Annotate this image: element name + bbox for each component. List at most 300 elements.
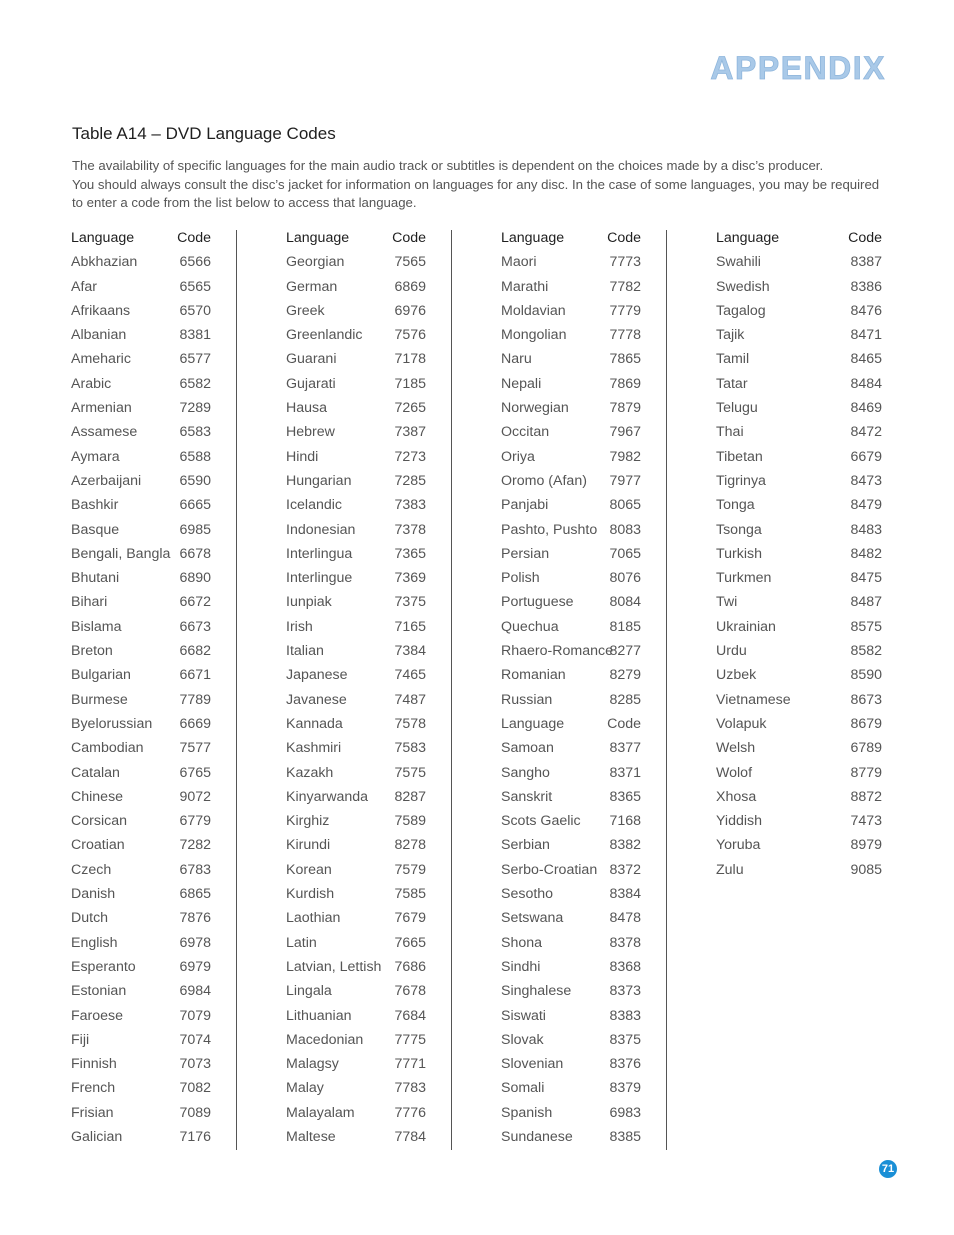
- language-code: 6984: [179, 983, 211, 1000]
- table-row: [286, 1056, 426, 1080]
- language-name: Maori: [501, 254, 537, 271]
- table-row: [286, 789, 426, 813]
- table-row: [286, 837, 426, 861]
- language-code: 8379: [609, 1080, 641, 1097]
- table-row: [71, 886, 211, 910]
- table-row: [501, 1105, 641, 1129]
- table-row: [71, 959, 211, 983]
- language-code: 7684: [394, 1007, 426, 1024]
- table-row: [716, 643, 882, 667]
- language-code: 8381: [179, 327, 211, 344]
- language-name: Galician: [71, 1128, 123, 1145]
- language-name: Kirghiz: [286, 813, 330, 830]
- language-name: Hausa: [286, 400, 328, 417]
- table-row: [286, 667, 426, 691]
- language-code: 8483: [850, 521, 882, 538]
- language-name: Japanese: [286, 667, 348, 684]
- language-name: Croatian: [71, 837, 125, 854]
- language-name: Afrikaans: [71, 302, 131, 319]
- table-row: [71, 983, 211, 1007]
- language-code: 6765: [179, 764, 211, 781]
- language-name: Swedish: [716, 278, 770, 295]
- language-name: Kazakh: [286, 764, 334, 781]
- language-code: 6577: [179, 351, 211, 368]
- table-row: [716, 400, 882, 424]
- language-name: Macedonian: [286, 1031, 364, 1048]
- language-code: 7079: [179, 1007, 211, 1024]
- language-name: Singhalese: [501, 983, 572, 1000]
- column-inner: [286, 230, 426, 1153]
- language-name: Wolof: [716, 764, 753, 781]
- header-language: Language: [71, 230, 135, 246]
- language-name: Serbian: [501, 837, 550, 854]
- table-row: [286, 376, 426, 400]
- column-inner: [716, 230, 882, 886]
- language-name: English: [71, 934, 118, 951]
- language-name: Finnish: [71, 1056, 117, 1073]
- language-code: 6566: [179, 254, 211, 271]
- language-code: 6582: [179, 375, 211, 392]
- table-row: [716, 303, 882, 327]
- language-name: Occitan: [501, 424, 550, 441]
- table-row: [501, 1032, 641, 1056]
- table-row: [716, 594, 882, 618]
- table-row: [286, 1105, 426, 1129]
- language-code: 6669: [179, 715, 211, 732]
- table-row: [71, 254, 211, 278]
- language-name: Russian: [501, 691, 553, 708]
- header-language: Language: [716, 230, 780, 246]
- language-code: 8378: [609, 934, 641, 951]
- table-row: [716, 716, 882, 740]
- language-code: 6570: [179, 302, 211, 319]
- language-name: Xhosa: [716, 788, 757, 805]
- language-name: Interlingue: [286, 570, 353, 587]
- language-name: Slovak: [501, 1031, 544, 1048]
- language-name: Yoruba: [716, 837, 761, 854]
- language-code: 7575: [394, 764, 426, 781]
- language-code: 7074: [179, 1031, 211, 1048]
- language-name: Kurdish: [286, 886, 335, 903]
- table-row: [501, 837, 641, 861]
- language-name: Samoan: [501, 740, 554, 757]
- language-code: 7869: [609, 375, 641, 392]
- table-row: [286, 449, 426, 473]
- table-row: [716, 570, 882, 594]
- language-name: Dutch: [71, 910, 109, 927]
- language-code: 6869: [394, 278, 426, 295]
- language-name: Romanian: [501, 667, 566, 684]
- language-code: 6865: [179, 886, 211, 903]
- table-row: [501, 643, 641, 667]
- table-row: [501, 522, 641, 546]
- language-code: 7369: [394, 570, 426, 587]
- language-name: Volapuk: [716, 715, 767, 732]
- language-code: 7178: [394, 351, 426, 368]
- table-row: [71, 400, 211, 424]
- language-code: 8386: [850, 278, 882, 295]
- table-row: [286, 497, 426, 521]
- language-code: 8383: [609, 1007, 641, 1024]
- language-name: Telugu: [716, 400, 758, 417]
- table-row: [71, 279, 211, 303]
- language-code: 7783: [394, 1080, 426, 1097]
- language-code: 7784: [394, 1128, 426, 1145]
- language-name: Sundanese: [501, 1128, 573, 1145]
- table-row: [501, 1080, 641, 1104]
- table-row: [501, 254, 641, 278]
- table-row: [286, 400, 426, 424]
- table-row: [501, 910, 641, 934]
- table-row: [716, 765, 882, 789]
- table-row: [71, 910, 211, 934]
- table-row: [71, 619, 211, 643]
- language-name: Mongolian: [501, 327, 567, 344]
- table-row: [71, 303, 211, 327]
- table-row: [716, 497, 882, 521]
- language-code: 7365: [394, 545, 426, 562]
- table-row: [286, 910, 426, 934]
- table-row: [501, 789, 641, 813]
- language-code: 8076: [609, 570, 641, 587]
- language-name: Danish: [71, 886, 116, 903]
- table-row: [286, 351, 426, 375]
- table-row: [286, 1080, 426, 1104]
- table-row: [286, 935, 426, 959]
- language-name: German: [286, 278, 338, 295]
- language-name: Indonesian: [286, 521, 356, 538]
- language-code: 7789: [179, 691, 211, 708]
- language-name: Quechua: [501, 618, 559, 635]
- language-code: 8479: [850, 497, 882, 514]
- language-name: Burmese: [71, 691, 128, 708]
- language-code: 7285: [394, 472, 426, 489]
- language-code: 7576: [394, 327, 426, 344]
- table-row: [71, 327, 211, 351]
- language-code: 8575: [850, 618, 882, 635]
- language-code: 8679: [850, 715, 882, 732]
- language-name: Cambodian: [71, 740, 144, 757]
- language-code: 6672: [179, 594, 211, 611]
- intro-line: to enter a code from the list below to access that language.: [72, 195, 417, 211]
- language-code: 7378: [394, 521, 426, 538]
- table-row: [716, 692, 882, 716]
- language-name: Tatar: [716, 375, 748, 392]
- table-row: [501, 765, 641, 789]
- language-name: Chinese: [71, 788, 124, 805]
- language-name: Tonga: [716, 497, 755, 514]
- language-name: Tsonga: [716, 521, 762, 538]
- column-header: [71, 230, 211, 254]
- language-name: Language: [501, 715, 565, 732]
- language-code: 7577: [179, 740, 211, 757]
- table-row: [501, 546, 641, 570]
- language-name: Vietnamese: [716, 691, 791, 708]
- language-name: Ameharic: [71, 351, 131, 368]
- language-code: 7487: [394, 691, 426, 708]
- language-code: 6673: [179, 618, 211, 635]
- language-name: Malay: [286, 1080, 324, 1097]
- language-name: Greek: [286, 302, 325, 319]
- table-row: [71, 497, 211, 521]
- language-name: Yiddish: [716, 813, 763, 830]
- language-code: 8582: [850, 643, 882, 660]
- language-code: 6565: [179, 278, 211, 295]
- language-name: Gujarati: [286, 375, 336, 392]
- language-name: Nepali: [501, 375, 542, 392]
- table-row: [501, 570, 641, 594]
- language-code: 8372: [609, 861, 641, 878]
- language-name: Kannada: [286, 715, 343, 732]
- language-code: 7865: [609, 351, 641, 368]
- language-name: Portuguese: [501, 594, 574, 611]
- table-row: [71, 1129, 211, 1153]
- language-name: Corsican: [71, 813, 127, 830]
- language-name: Polish: [501, 570, 540, 587]
- language-name: Aymara: [71, 448, 120, 465]
- language-code: 8482: [850, 545, 882, 562]
- language-code: 8471: [850, 327, 882, 344]
- table-row: [501, 1008, 641, 1032]
- language-name: Urdu: [716, 643, 747, 660]
- language-name: Sangho: [501, 764, 550, 781]
- language-name: Zulu: [716, 861, 744, 878]
- language-code: 6588: [179, 448, 211, 465]
- language-code: 7775: [394, 1031, 426, 1048]
- table-row: [71, 1008, 211, 1032]
- language-name: Byelorussian: [71, 715, 153, 732]
- language-name: Scots Gaelic: [501, 813, 581, 830]
- language-name: Malagsy: [286, 1056, 339, 1073]
- header-language: Language: [501, 230, 565, 246]
- language-code: 7073: [179, 1056, 211, 1073]
- language-code: 8673: [850, 691, 882, 708]
- language-code: 6983: [609, 1104, 641, 1121]
- language-code: 8365: [609, 788, 641, 805]
- language-column-4: [716, 230, 882, 886]
- language-code: 6590: [179, 472, 211, 489]
- table-row: [71, 1080, 211, 1104]
- table-row: [501, 740, 641, 764]
- language-name: Azerbaijani: [71, 472, 142, 489]
- language-code: 8368: [609, 958, 641, 975]
- table-row: [716, 522, 882, 546]
- language-name: Thai: [716, 424, 744, 441]
- language-code: 7579: [394, 861, 426, 878]
- language-name: Rhaero-Romance: [501, 643, 613, 660]
- language-name: Esperanto: [71, 958, 136, 975]
- table-row: [286, 959, 426, 983]
- table-row: [286, 1008, 426, 1032]
- header-language: Language: [286, 230, 350, 246]
- language-name: Italian: [286, 643, 324, 660]
- language-code: 7289: [179, 400, 211, 417]
- language-name: Hindi: [286, 448, 319, 465]
- table-row: [286, 254, 426, 278]
- language-name: Armenian: [71, 400, 132, 417]
- language-name: Bislama: [71, 618, 122, 635]
- section-heading: APPENDIX: [710, 50, 886, 86]
- table-row: [286, 1032, 426, 1056]
- language-code: 7773: [609, 254, 641, 271]
- language-name: Naru: [501, 351, 532, 368]
- table-row: [501, 376, 641, 400]
- language-name: Tagalog: [716, 302, 766, 319]
- language-name: Georgian: [286, 254, 345, 271]
- language-code: 8084: [609, 594, 641, 611]
- language-name: Norwegian: [501, 400, 569, 417]
- table-row: [286, 546, 426, 570]
- table-row: [286, 619, 426, 643]
- language-code: 8590: [850, 667, 882, 684]
- language-name: Guarani: [286, 351, 337, 368]
- table-row: [716, 279, 882, 303]
- table-row: [716, 424, 882, 448]
- language-code: 8384: [609, 886, 641, 903]
- language-code: 8375: [609, 1031, 641, 1048]
- table-row: [71, 789, 211, 813]
- table-row: [501, 424, 641, 448]
- language-code: 7176: [179, 1128, 211, 1145]
- language-code: 8065: [609, 497, 641, 514]
- language-name: Greenlandic: [286, 327, 363, 344]
- language-code: 8475: [850, 570, 882, 587]
- language-name: Welsh: [716, 740, 756, 757]
- table-row: [71, 716, 211, 740]
- table-row: [71, 813, 211, 837]
- header-code: Code: [607, 230, 641, 246]
- language-code: 7679: [394, 910, 426, 927]
- language-name: Laothian: [286, 910, 341, 927]
- language-name: Lingala: [286, 983, 332, 1000]
- language-name: Panjabi: [501, 497, 549, 514]
- language-code: 8287: [394, 788, 426, 805]
- intro-line: You should always consult the disc’s jacket for information on languages for any disc. In the case of some languages, you may be required: [72, 176, 880, 192]
- table-row: [286, 862, 426, 886]
- table-row: [716, 254, 882, 278]
- table-row: [286, 886, 426, 910]
- language-code: 6789: [850, 740, 882, 757]
- table-row: [716, 862, 882, 886]
- language-name: Interlingua: [286, 545, 353, 562]
- language-name: Moldavian: [501, 302, 566, 319]
- language-code: 7265: [394, 400, 426, 417]
- table-row: [501, 716, 641, 740]
- table-row: [286, 522, 426, 546]
- language-code: 6671: [179, 667, 211, 684]
- table-row: [716, 789, 882, 813]
- table-row: [501, 327, 641, 351]
- language-code: 7589: [394, 813, 426, 830]
- table-row: [286, 716, 426, 740]
- language-name: Persian: [501, 545, 550, 562]
- table-row: [71, 546, 211, 570]
- language-name: Somali: [501, 1080, 545, 1097]
- language-code: 8465: [850, 351, 882, 368]
- language-code: 8469: [850, 400, 882, 417]
- language-code: 6678: [179, 545, 211, 562]
- table-row: [286, 279, 426, 303]
- language-code: 7565: [394, 254, 426, 271]
- language-code: 7967: [609, 424, 641, 441]
- language-name: Maltese: [286, 1128, 336, 1145]
- column-header: [716, 230, 882, 254]
- language-name: Abkhazian: [71, 254, 138, 271]
- table-row: [716, 449, 882, 473]
- header-code: Code: [848, 230, 882, 246]
- language-name: Afar: [71, 278, 98, 295]
- table-row: [716, 619, 882, 643]
- language-column-3: [501, 230, 667, 1150]
- table-row: [716, 473, 882, 497]
- table-row: [501, 449, 641, 473]
- table-row: [501, 862, 641, 886]
- language-code: 8279: [609, 667, 641, 684]
- language-code: Code: [607, 715, 641, 732]
- language-name: Hebrew: [286, 424, 335, 441]
- language-code: 7384: [394, 643, 426, 660]
- language-code: 8387: [850, 254, 882, 271]
- language-code: 6679: [850, 448, 882, 465]
- language-code: 6665: [179, 497, 211, 514]
- language-code: 7375: [394, 594, 426, 611]
- language-code: 7686: [394, 958, 426, 975]
- language-code: 9072: [179, 788, 211, 805]
- language-code: 8083: [609, 521, 641, 538]
- language-code: 8377: [609, 740, 641, 757]
- table-row: [71, 1105, 211, 1129]
- table-row: [501, 813, 641, 837]
- language-column-2: [286, 230, 452, 1150]
- language-name: Slovenian: [501, 1056, 564, 1073]
- language-code: 7782: [609, 278, 641, 295]
- language-code: 6583: [179, 424, 211, 441]
- language-code: 8382: [609, 837, 641, 854]
- language-name: Sanskrit: [501, 788, 553, 805]
- table-row: [71, 1032, 211, 1056]
- language-code: 7776: [394, 1104, 426, 1121]
- intro-paragraph: [72, 157, 880, 213]
- table-row: [71, 862, 211, 886]
- language-name: Tamil: [716, 351, 750, 368]
- language-code: 7473: [850, 813, 882, 830]
- language-name: Javanese: [286, 691, 347, 708]
- language-name: Albanian: [71, 327, 127, 344]
- table-row: [71, 424, 211, 448]
- language-column-1: [71, 230, 237, 1150]
- language-code: 7982: [609, 448, 641, 465]
- language-code: 8484: [850, 375, 882, 392]
- language-name: Bengali, Bangla: [71, 545, 171, 562]
- table-row: [71, 449, 211, 473]
- table-row: [71, 594, 211, 618]
- language-code: 8779: [850, 764, 882, 781]
- table-row: [286, 692, 426, 716]
- language-name: Oromo (Afan): [501, 472, 587, 489]
- language-name: Czech: [71, 861, 112, 878]
- language-code: 7585: [394, 886, 426, 903]
- table-row: [501, 886, 641, 910]
- header-code: Code: [392, 230, 426, 246]
- language-code: 8285: [609, 691, 641, 708]
- language-name: Estonian: [71, 983, 127, 1000]
- language-name: Assamese: [71, 424, 138, 441]
- language-name: Marathi: [501, 278, 549, 295]
- language-code: 7082: [179, 1080, 211, 1097]
- table-row: [501, 692, 641, 716]
- language-code: 6890: [179, 570, 211, 587]
- language-name: Shona: [501, 934, 543, 951]
